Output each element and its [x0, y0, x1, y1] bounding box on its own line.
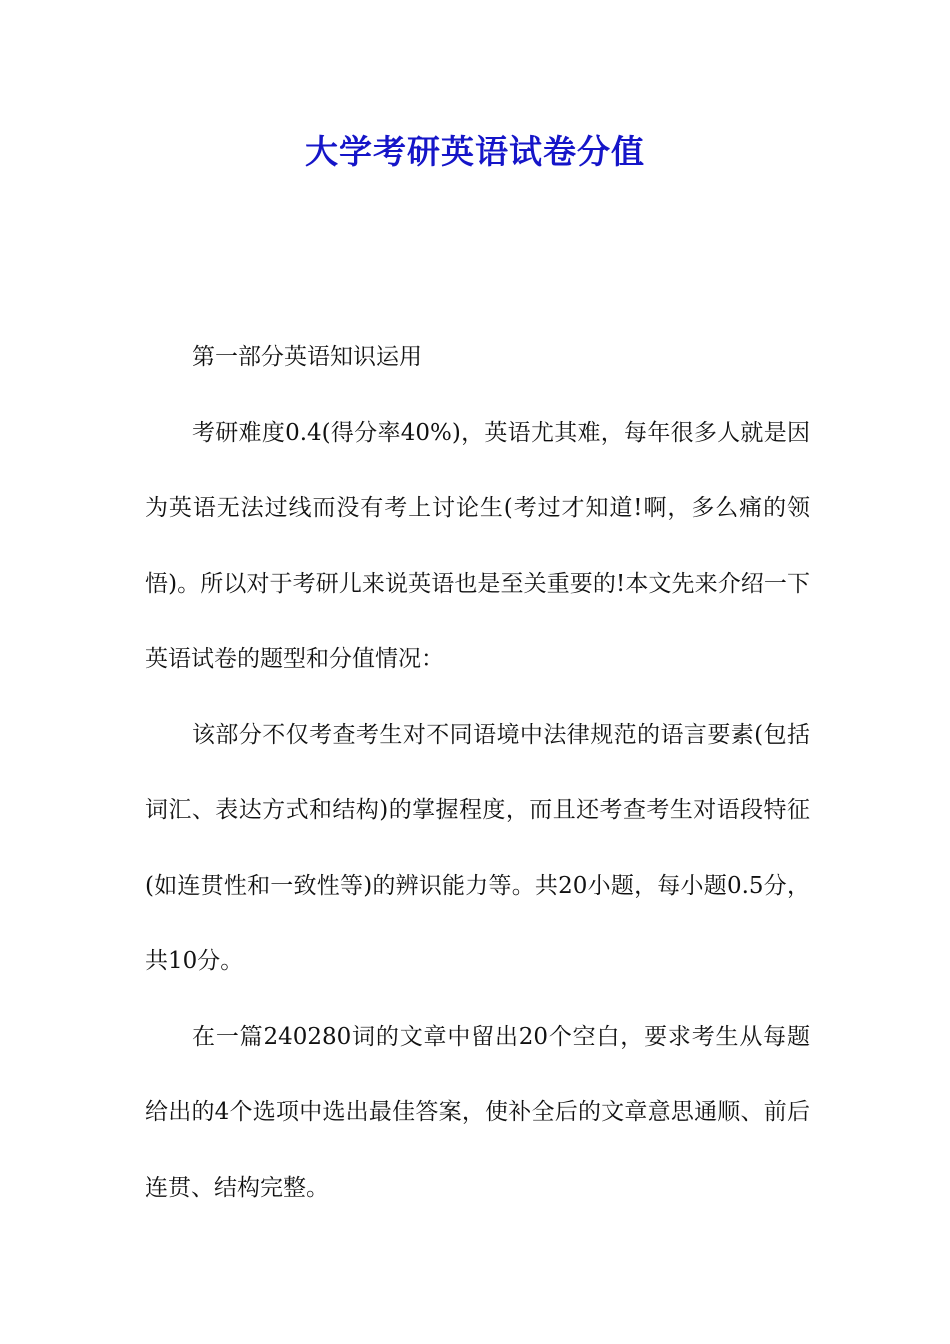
document-body	[145, 320, 810, 1226]
document-title: 大学考研英语试卷分值	[305, 132, 645, 171]
body-paragraph-question-format: 在一篇240280词的文章中留出20个空白，要求考生从每题给出的4个选项中选出最佳答案，使补全后的文章意思通顺、前后连贯、结构完整。	[145, 1023, 810, 1201]
body-paragraph-section-description: 该部分不仅考查考生对不同语境中法律规范的语言要素(包括词汇、表达方式和结构)的掌握程度，而且还考查考生对语段特征(如连贯性和一致性等)的辨识能力等。共20小题，每小题0.5分，共10分。	[145, 721, 810, 974]
section-heading: 第一部分英语知识运用	[192, 344, 422, 370]
body-paragraph-intro: 考研难度0.4(得分率40%)，英语尤其难，每年很多人就是因为英语无法过线而没有考上讨论生(考过才知道!啊，多么痛的领悟)。所以对于考研儿来说英语也是至关重要的!本文先来介绍一下英语试卷的题型和分值情况：	[145, 419, 810, 672]
